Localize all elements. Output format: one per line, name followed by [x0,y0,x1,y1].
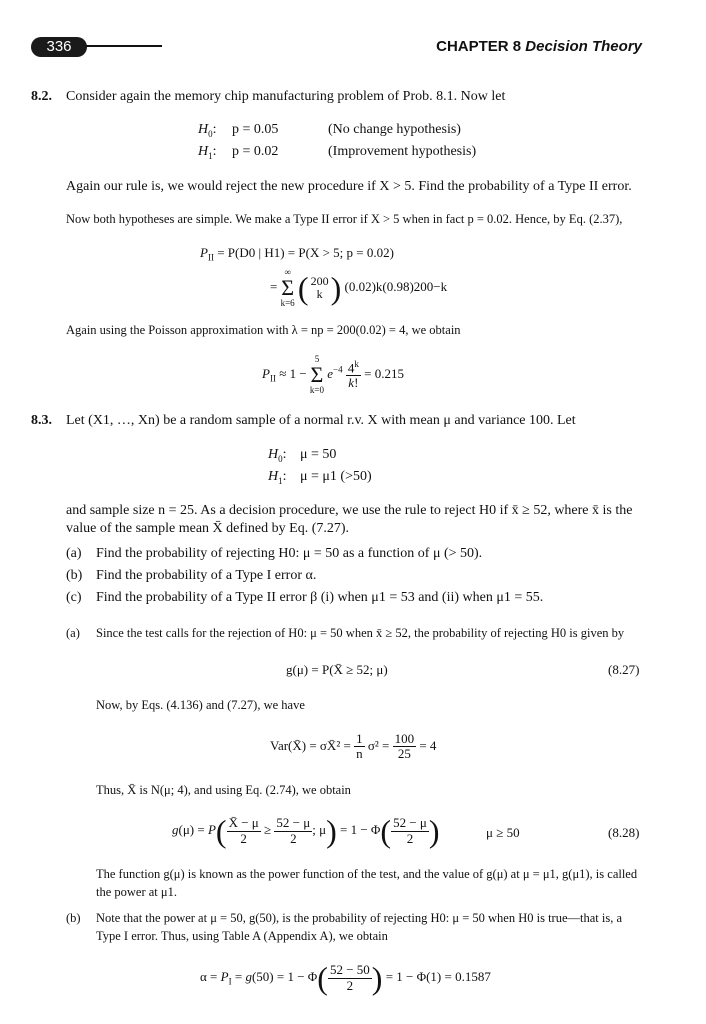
equation-8-27-tag: (8.27) [608,662,640,677]
part-a-text: Find the probability of rejecting H0: μ = 50 as a function of μ (> 50). [96,546,483,561]
part-b-label: (b) [66,568,83,583]
header-rule [86,45,162,47]
part-a-label: (a) [66,546,82,561]
page-number-badge: 336 [31,37,87,57]
solution-b-label: (b) [66,911,81,925]
alpha-equation: $\alpha = P_I = g(50) = 1 - \Phi$( $\frac{52 - 50}{2}$ ) = 1 − Φ(1) = 0.1587 [200,960,491,996]
variance-result: = 4 [419,737,437,753]
h0-equation-2: μ = 50 [300,447,337,462]
problem-8-3-intro: Let (X1, …, Xn) be a random sample of a normal r.v. X with mean μ and variance 100. Let [66,413,576,428]
now-line: Now, by Eqs. (4.136) and (7.27), we have [96,698,305,712]
chapter-heading [436,38,642,55]
var-frac1-num: 1 [356,731,363,746]
equation-8-28-condition: μ ≥ 50 [486,825,520,840]
problem-8-2-intro: Consider again the memory chip manufacturing problem of Prob. 8.1. Now let [66,89,506,104]
alpha-result: = 1 − Φ(1) = 0.1587 [385,968,491,984]
variance-equation [270,732,436,762]
var-frac1-den: n [356,746,363,762]
part-b-text: Find the probability of a Type I error α. [96,568,317,583]
variance-lhs: Var(X̄) = σX̄² = [270,737,351,753]
h1-label: $H_1$: [198,144,217,161]
h1-label-2: $H_1$: [268,469,287,486]
equation-8-27: g(μ) = P(X̄ ≥ 52; μ) [286,662,388,677]
part-c-label: (c) [66,590,82,605]
h0-label: $H_0$: [198,122,217,139]
chapter-title: Decision Theory [525,38,642,55]
problem-8-2-question: Again our rule is, we would reject the new procedure if X > 5. Find the probability of a Type II error. [66,179,632,194]
solution-b-line1: Note that the power at μ = 50, g(50), is the probability of rejecting H0: μ = 50 when H0 is true—that is, a [96,911,623,925]
solution-a-label: (a) [66,626,80,640]
problem-8-3-line2: value of the sample mean X̄ defined by Eq. (7.27). [66,521,350,536]
solution-8-2-line2: Again using the Poisson approximation with λ = np = 200(0.02) = 4, we obtain [66,323,461,337]
h1-equation: p = 0.02 [232,144,279,159]
var-frac2-den: 25 [397,746,411,762]
power-definition-line2: the power at μ1. [96,885,177,899]
thus-line: Thus, X̄ is N(μ; 4), and using Eq. (2.74), we obtain [96,783,351,797]
h1-equation-2: μ = μ1 (>50) [300,469,372,484]
equation-8-28-tag: (8.28) [608,825,640,840]
type2-equation-2: = ∞ Σ k=6 ( 200 k ) (0.02)k(0.98)200−k [270,267,448,308]
solution-a-text: Since the test calls for the rejection of H0: μ = 50 when x̄ ≥ 52, the probability of rejecting H0 is given by [96,626,625,640]
problem-8-2-number: 8.2. [31,89,52,104]
binom-top: 200 [310,273,329,288]
solution-b-line2: Type I error. Thus, using Table A (Appendix A), we obtain [96,929,388,943]
solution-8-2-line1: Now both hypotheses are simple. We make a Type II error if X > 5 when in fact p = 0.02. Hence, by Eq. (2.37), [66,212,623,226]
poisson-equation: $P_{II} \approx 1$ − 5 Σ k=0 $e^{-4}$ $\frac{4^k}{k!}$ = 0.215 [262,354,404,395]
h0-equation: p = 0.05 [232,122,279,137]
h1-note: (Improvement hypothesis) [328,144,477,159]
type2-equation-1: $P_{II} = P(D0$ | H1) = P(X > 5; p = 0.02) [200,245,394,263]
poisson-result: = 0.215 [364,365,404,381]
summation-symbol: ∞ Σ k=6 [280,267,295,308]
power-definition-line1: The function g(μ) is known as the power function of the test, and the value of g(μ) at μ = μ1, g(μ1), is called [96,867,638,881]
var-frac2-num: 100 [394,731,415,746]
variance-mid: σ² = [367,737,390,753]
type2-eq1-text: = P(D0 | H1) = P(X > 5; p = 0.02) [217,245,394,260]
type2-eq2-rest: (0.02)k(0.98)200−k [344,278,448,294]
power-function-equation: g(μ) = P( $\frac{X̄ - \mu}{2}$ ≥ $\frac{52 - \mu}{2}$ ; μ) = 1 − Φ( $\frac{52 - \mu}{2}$ ) [172,813,440,849]
h0-note: (No change hypothesis) [328,122,461,137]
chapter-label: CHAPTER 8 [436,38,522,55]
h0-label-2: $H_0$: [268,447,287,464]
part-c-text: Find the probability of a Type II error β (i) when μ1 = 53 and (ii) when μ1 = 55. [96,590,544,605]
problem-8-3-number: 8.3. [31,413,52,428]
problem-8-3-line1: and sample size n = 25. As a decision procedure, we use the rule to reject H0 if x̄ ≥ 52, where x̄ is the [66,503,633,518]
binom-bottom: k [316,287,323,301]
